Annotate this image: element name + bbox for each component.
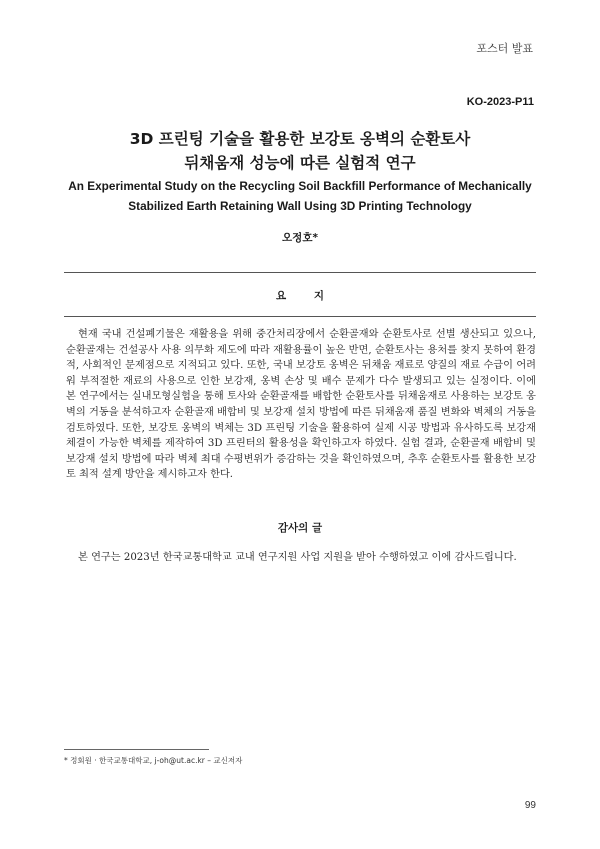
korean-title-line-1: 3D 프린팅 기술을 활용한 보강토 옹벽의 순환토사 — [129, 130, 471, 148]
footnote: * 정회원 · 한국교통대학교, j-oh@ut.ac.kr – 교신저자 — [64, 756, 243, 765]
page-number: 99 — [524, 800, 536, 811]
author: 오정호* — [282, 232, 318, 244]
abstract-heading: 요 지 — [276, 290, 336, 302]
abstract-bottom-rule — [64, 316, 536, 317]
acknowledgement-heading: 감사의 글 — [277, 522, 323, 534]
acknowledgement-body: 본 연구는 2023년 한국교통대학교 교내 연구지원 사업 지원을 받아 수행하였고 이에 감사드립니다. — [78, 552, 517, 563]
abstract-top-rule — [64, 272, 536, 273]
english-title-line-1: An Experimental Study on the Recycling Soil Backfill Performance of Mechanically — [68, 179, 532, 193]
header-tag: 포스터 발표 — [476, 42, 533, 55]
korean-title-line-2: 뒤채움재 성능에 따른 실험적 연구 — [184, 154, 416, 172]
paper-id: KO-2023-P11 — [466, 96, 534, 108]
abstract-body: 현재 국내 건설폐기물은 재활용을 위해 중간처리장에서 순환골재와 순환토사로 선별 생산되고 있으나, 순환골재는 건설공사 사용 의무화 제도에 따라 재활용률이 높은 반면, 순환토사는 용처를 찾지 못하여 환경적, 사회적인 문제점으로 지적되고 있다. 또한, 국내 보강토 옹벽은 뒤채움 재료로 양질의 재료 수급이 어려워 부적절한 재료의 사용으로 인한 보강재, 옹벽 손상 및 배수 문제가 다수 발생되고 있는 실정이다. 이에 본 연구에서는 실내모형실험을 통해 토사와 순환골재를 배합한 순환토사를 뒤채움재로 사용하는 보강토 옹벽의 거동을 분석하고자 순환골재 배합비 및 보강재 설치 방법에 따른 뒤채움재 품질 변화와 벽체의 거동을 검토하였다. 또한, 보강토 옹벽의 벽체는 3D 프린팅 기술을 활용하여 실제 시공 방법과 유사하도록 보강재 체결이 가능한 벽체를 제작하여 3D 프린터의 활용성을 확인하고자 하였다. 실험 결과, 순환골재 배합비 및 보강재 설치 방법에 따라 벽체 최대 수평변위가 증감하는 것을 확인하였으며, 추후 순환토사를 활용한 보강토 최적 설계 방안을 제시하고자 한다. — [66, 329, 536, 481]
english-title-line-2: Stabilized Earth Retaining Wall Using 3D Printing Technology — [128, 199, 472, 213]
footnote-divider — [64, 749, 209, 750]
